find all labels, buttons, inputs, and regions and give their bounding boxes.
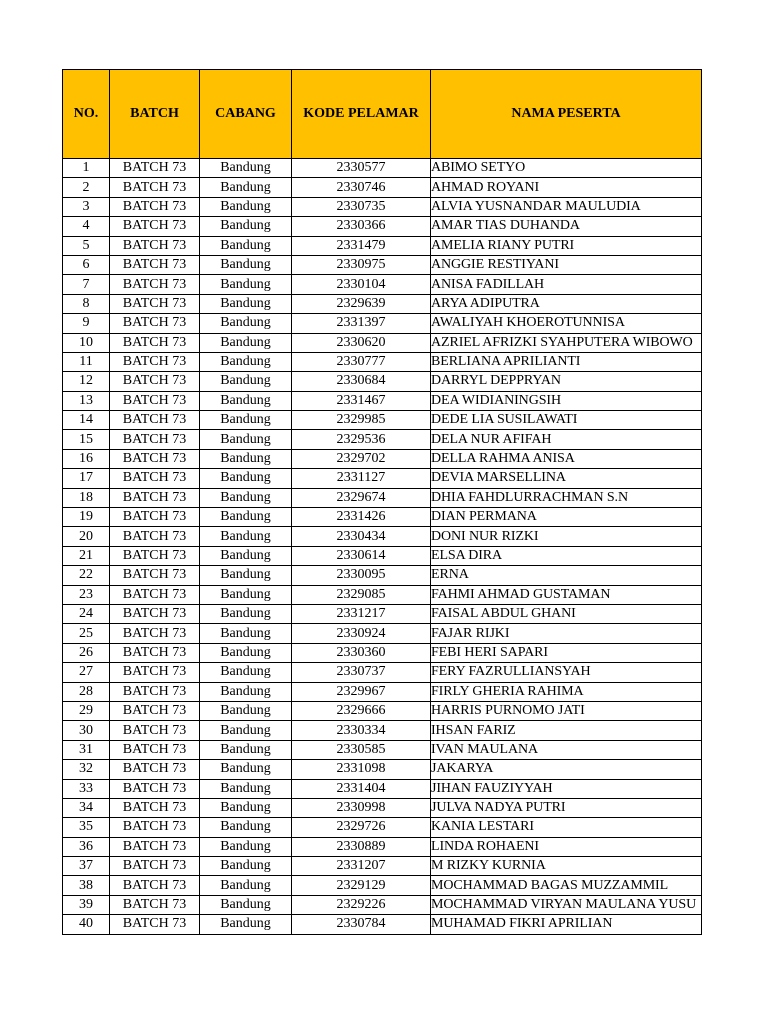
table-row <box>63 275 702 294</box>
cell-batch: BATCH 73 <box>110 663 200 682</box>
cell-nama-peserta: FAISAL ABDUL GHANI <box>431 604 702 623</box>
cell-cabang: Bandung <box>200 915 292 934</box>
cell-no: 26 <box>63 643 110 662</box>
cell-nama-peserta: DEA WIDIANINGSIH <box>431 391 702 410</box>
table-row <box>63 197 702 216</box>
table-row <box>63 624 702 643</box>
table-header <box>63 70 702 159</box>
cell-batch: BATCH 73 <box>110 314 200 333</box>
cell-kode-pelamar: 2331217 <box>292 604 431 623</box>
cell-no: 36 <box>63 837 110 856</box>
cell-nama-peserta: MOCHAMMAD BAGAS MUZZAMMIL <box>431 876 702 895</box>
cell-no: 2 <box>63 178 110 197</box>
cell-cabang: Bandung <box>200 837 292 856</box>
table-row <box>63 701 702 720</box>
cell-nama-peserta: M RIZKY KURNIA <box>431 857 702 876</box>
table-row <box>63 333 702 352</box>
cell-kode-pelamar: 2330095 <box>292 566 431 585</box>
cell-batch: BATCH 73 <box>110 527 200 546</box>
cell-no: 37 <box>63 857 110 876</box>
cell-nama-peserta: AMELIA RIANY PUTRI <box>431 236 702 255</box>
cell-kode-pelamar: 2331404 <box>292 779 431 798</box>
cell-no: 28 <box>63 682 110 701</box>
cell-cabang: Bandung <box>200 197 292 216</box>
cell-no: 15 <box>63 430 110 449</box>
cell-kode-pelamar: 2329639 <box>292 294 431 313</box>
table-row <box>63 508 702 527</box>
cell-batch: BATCH 73 <box>110 352 200 371</box>
cell-no: 30 <box>63 721 110 740</box>
cell-cabang: Bandung <box>200 411 292 430</box>
header-cabang: CABANG <box>200 70 292 159</box>
cell-kode-pelamar: 2330735 <box>292 197 431 216</box>
cell-no: 21 <box>63 546 110 565</box>
cell-batch: BATCH 73 <box>110 585 200 604</box>
cell-kode-pelamar: 2330889 <box>292 837 431 856</box>
cell-no: 24 <box>63 604 110 623</box>
cell-nama-peserta: FIRLY GHERIA RAHIMA <box>431 682 702 701</box>
cell-cabang: Bandung <box>200 508 292 527</box>
cell-batch: BATCH 73 <box>110 236 200 255</box>
cell-kode-pelamar: 2331479 <box>292 236 431 255</box>
table-row <box>63 837 702 856</box>
cell-nama-peserta: DHIA FAHDLURRACHMAN S.N <box>431 488 702 507</box>
cell-batch: BATCH 73 <box>110 488 200 507</box>
cell-batch: BATCH 73 <box>110 275 200 294</box>
cell-batch: BATCH 73 <box>110 372 200 391</box>
cell-kode-pelamar: 2330434 <box>292 527 431 546</box>
cell-no: 39 <box>63 895 110 914</box>
table-row <box>63 449 702 468</box>
table-row <box>63 527 702 546</box>
cell-cabang: Bandung <box>200 798 292 817</box>
cell-kode-pelamar: 2330614 <box>292 546 431 565</box>
cell-no: 34 <box>63 798 110 817</box>
cell-kode-pelamar: 2329536 <box>292 430 431 449</box>
cell-cabang: Bandung <box>200 314 292 333</box>
cell-batch: BATCH 73 <box>110 857 200 876</box>
table-row <box>63 915 702 934</box>
cell-nama-peserta: DIAN PERMANA <box>431 508 702 527</box>
cell-no: 16 <box>63 449 110 468</box>
cell-cabang: Bandung <box>200 449 292 468</box>
cell-no: 5 <box>63 236 110 255</box>
cell-nama-peserta: BERLIANA APRILIANTI <box>431 352 702 371</box>
cell-cabang: Bandung <box>200 876 292 895</box>
table-row <box>63 566 702 585</box>
cell-kode-pelamar: 2331426 <box>292 508 431 527</box>
cell-kode-pelamar: 2329674 <box>292 488 431 507</box>
cell-kode-pelamar: 2331098 <box>292 760 431 779</box>
cell-kode-pelamar: 2330777 <box>292 352 431 371</box>
cell-nama-peserta: AWALIYAH KHOEROTUNNISA <box>431 314 702 333</box>
header-nama-peserta: NAMA PESERTA <box>431 70 702 159</box>
cell-no: 14 <box>63 411 110 430</box>
cell-nama-peserta: MOCHAMMAD VIRYAN MAULANA YUSU <box>431 895 702 914</box>
cell-kode-pelamar: 2330577 <box>292 159 431 178</box>
cell-nama-peserta: DELA NUR AFIFAH <box>431 430 702 449</box>
cell-nama-peserta: ARYA ADIPUTRA <box>431 294 702 313</box>
cell-kode-pelamar: 2329985 <box>292 411 431 430</box>
cell-kode-pelamar: 2331397 <box>292 314 431 333</box>
cell-kode-pelamar: 2331207 <box>292 857 431 876</box>
cell-cabang: Bandung <box>200 682 292 701</box>
cell-cabang: Bandung <box>200 372 292 391</box>
cell-batch: BATCH 73 <box>110 333 200 352</box>
cell-nama-peserta: FAHMI AHMAD GUSTAMAN <box>431 585 702 604</box>
cell-nama-peserta: ELSA DIRA <box>431 546 702 565</box>
cell-cabang: Bandung <box>200 740 292 759</box>
cell-cabang: Bandung <box>200 488 292 507</box>
cell-no: 32 <box>63 760 110 779</box>
cell-kode-pelamar: 2330924 <box>292 624 431 643</box>
cell-batch: BATCH 73 <box>110 508 200 527</box>
table-row <box>63 488 702 507</box>
cell-nama-peserta: ANGGIE RESTIYANI <box>431 255 702 274</box>
cell-batch: BATCH 73 <box>110 430 200 449</box>
cell-kode-pelamar: 2330684 <box>292 372 431 391</box>
cell-nama-peserta: ERNA <box>431 566 702 585</box>
cell-cabang: Bandung <box>200 857 292 876</box>
table-row <box>63 469 702 488</box>
table-row <box>63 876 702 895</box>
cell-kode-pelamar: 2329129 <box>292 876 431 895</box>
table-row <box>63 682 702 701</box>
cell-nama-peserta: LINDA ROHAENI <box>431 837 702 856</box>
table-row <box>63 740 702 759</box>
cell-nama-peserta: AZRIEL AFRIZKI SYAHPUTERA WIBOWO <box>431 333 702 352</box>
cell-no: 31 <box>63 740 110 759</box>
cell-batch: BATCH 73 <box>110 721 200 740</box>
cell-cabang: Bandung <box>200 255 292 274</box>
cell-kode-pelamar: 2331467 <box>292 391 431 410</box>
cell-cabang: Bandung <box>200 391 292 410</box>
table-row <box>63 857 702 876</box>
cell-kode-pelamar: 2331127 <box>292 469 431 488</box>
table-row <box>63 760 702 779</box>
cell-nama-peserta: JAKARYA <box>431 760 702 779</box>
cell-kode-pelamar: 2330366 <box>292 217 431 236</box>
cell-batch: BATCH 73 <box>110 159 200 178</box>
cell-nama-peserta: DELLA RAHMA ANISA <box>431 449 702 468</box>
cell-cabang: Bandung <box>200 760 292 779</box>
cell-no: 27 <box>63 663 110 682</box>
cell-kode-pelamar: 2330334 <box>292 721 431 740</box>
cell-cabang: Bandung <box>200 430 292 449</box>
cell-batch: BATCH 73 <box>110 411 200 430</box>
cell-no: 33 <box>63 779 110 798</box>
cell-nama-peserta: KANIA LESTARI <box>431 818 702 837</box>
cell-nama-peserta: DEDE LIA SUSILAWATI <box>431 411 702 430</box>
cell-batch: BATCH 73 <box>110 197 200 216</box>
cell-batch: BATCH 73 <box>110 566 200 585</box>
cell-nama-peserta: IVAN MAULANA <box>431 740 702 759</box>
cell-batch: BATCH 73 <box>110 294 200 313</box>
cell-batch: BATCH 73 <box>110 837 200 856</box>
table-row <box>63 352 702 371</box>
cell-cabang: Bandung <box>200 352 292 371</box>
header-row <box>63 70 702 159</box>
cell-batch: BATCH 73 <box>110 895 200 914</box>
table-row <box>63 643 702 662</box>
header-kode-pelamar: KODE PELAMAR <box>292 70 431 159</box>
cell-no: 10 <box>63 333 110 352</box>
cell-batch: BATCH 73 <box>110 779 200 798</box>
cell-no: 40 <box>63 915 110 934</box>
cell-batch: BATCH 73 <box>110 740 200 759</box>
cell-nama-peserta: JIHAN FAUZIYYAH <box>431 779 702 798</box>
cell-cabang: Bandung <box>200 294 292 313</box>
cell-batch: BATCH 73 <box>110 546 200 565</box>
cell-no: 6 <box>63 255 110 274</box>
cell-no: 9 <box>63 314 110 333</box>
table-row <box>63 798 702 817</box>
cell-kode-pelamar: 2330998 <box>292 798 431 817</box>
cell-kode-pelamar: 2330585 <box>292 740 431 759</box>
cell-cabang: Bandung <box>200 159 292 178</box>
cell-nama-peserta: MUHAMAD FIKRI APRILIAN <box>431 915 702 934</box>
cell-batch: BATCH 73 <box>110 915 200 934</box>
cell-no: 4 <box>63 217 110 236</box>
cell-batch: BATCH 73 <box>110 604 200 623</box>
cell-kode-pelamar: 2330746 <box>292 178 431 197</box>
cell-no: 35 <box>63 818 110 837</box>
table-row <box>63 585 702 604</box>
cell-cabang: Bandung <box>200 333 292 352</box>
cell-cabang: Bandung <box>200 624 292 643</box>
cell-batch: BATCH 73 <box>110 624 200 643</box>
cell-cabang: Bandung <box>200 721 292 740</box>
cell-batch: BATCH 73 <box>110 255 200 274</box>
cell-batch: BATCH 73 <box>110 469 200 488</box>
table-row <box>63 178 702 197</box>
cell-cabang: Bandung <box>200 895 292 914</box>
table-row <box>63 604 702 623</box>
cell-nama-peserta: ALVIA YUSNANDAR MAULUDIA <box>431 197 702 216</box>
cell-nama-peserta: DEVIA MARSELLINA <box>431 469 702 488</box>
cell-batch: BATCH 73 <box>110 701 200 720</box>
cell-kode-pelamar: 2330620 <box>292 333 431 352</box>
cell-cabang: Bandung <box>200 701 292 720</box>
cell-no: 25 <box>63 624 110 643</box>
cell-cabang: Bandung <box>200 469 292 488</box>
table-row <box>63 236 702 255</box>
cell-cabang: Bandung <box>200 663 292 682</box>
cell-no: 38 <box>63 876 110 895</box>
cell-batch: BATCH 73 <box>110 760 200 779</box>
cell-kode-pelamar: 2329226 <box>292 895 431 914</box>
cell-no: 29 <box>63 701 110 720</box>
table-row <box>63 779 702 798</box>
cell-nama-peserta: ANISA FADILLAH <box>431 275 702 294</box>
cell-no: 19 <box>63 508 110 527</box>
cell-cabang: Bandung <box>200 585 292 604</box>
cell-nama-peserta: DONI NUR RIZKI <box>431 527 702 546</box>
cell-no: 11 <box>63 352 110 371</box>
participants-table <box>62 69 702 935</box>
cell-cabang: Bandung <box>200 818 292 837</box>
table-row <box>63 721 702 740</box>
table-row <box>63 159 702 178</box>
cell-kode-pelamar: 2329666 <box>292 701 431 720</box>
table-row <box>63 217 702 236</box>
cell-cabang: Bandung <box>200 236 292 255</box>
cell-cabang: Bandung <box>200 643 292 662</box>
cell-cabang: Bandung <box>200 275 292 294</box>
cell-no: 8 <box>63 294 110 313</box>
cell-batch: BATCH 73 <box>110 391 200 410</box>
cell-kode-pelamar: 2329702 <box>292 449 431 468</box>
cell-no: 7 <box>63 275 110 294</box>
cell-batch: BATCH 73 <box>110 682 200 701</box>
cell-nama-peserta: DARRYL DEPPRYAN <box>431 372 702 391</box>
cell-kode-pelamar: 2330360 <box>292 643 431 662</box>
table-row <box>63 895 702 914</box>
cell-batch: BATCH 73 <box>110 876 200 895</box>
cell-nama-peserta: AHMAD ROYANI <box>431 178 702 197</box>
cell-nama-peserta: FERY FAZRULLIANSYAH <box>431 663 702 682</box>
cell-nama-peserta: FEBI HERI SAPARI <box>431 643 702 662</box>
cell-no: 13 <box>63 391 110 410</box>
cell-kode-pelamar: 2330104 <box>292 275 431 294</box>
cell-batch: BATCH 73 <box>110 178 200 197</box>
table-row <box>63 294 702 313</box>
cell-nama-peserta: IHSAN FARIZ <box>431 721 702 740</box>
table-row <box>63 818 702 837</box>
cell-batch: BATCH 73 <box>110 217 200 236</box>
cell-kode-pelamar: 2329085 <box>292 585 431 604</box>
cell-kode-pelamar: 2329726 <box>292 818 431 837</box>
cell-cabang: Bandung <box>200 566 292 585</box>
cell-no: 17 <box>63 469 110 488</box>
cell-no: 12 <box>63 372 110 391</box>
table-body <box>63 159 702 935</box>
header-batch: BATCH <box>110 70 200 159</box>
cell-no: 18 <box>63 488 110 507</box>
cell-no: 3 <box>63 197 110 216</box>
table-row <box>63 255 702 274</box>
cell-no: 22 <box>63 566 110 585</box>
table-row <box>63 411 702 430</box>
cell-cabang: Bandung <box>200 779 292 798</box>
cell-kode-pelamar: 2330737 <box>292 663 431 682</box>
cell-batch: BATCH 73 <box>110 818 200 837</box>
cell-nama-peserta: AMAR TIAS DUHANDA <box>431 217 702 236</box>
cell-no: 23 <box>63 585 110 604</box>
table-row <box>63 314 702 333</box>
cell-cabang: Bandung <box>200 604 292 623</box>
table-row <box>63 430 702 449</box>
table-row <box>63 546 702 565</box>
table-row <box>63 372 702 391</box>
header-no: NO. <box>63 70 110 159</box>
cell-cabang: Bandung <box>200 546 292 565</box>
cell-nama-peserta: HARRIS PURNOMO JATI <box>431 701 702 720</box>
table-row <box>63 663 702 682</box>
cell-nama-peserta: ABIMO SETYO <box>431 159 702 178</box>
cell-cabang: Bandung <box>200 178 292 197</box>
cell-no: 1 <box>63 159 110 178</box>
cell-batch: BATCH 73 <box>110 449 200 468</box>
cell-cabang: Bandung <box>200 527 292 546</box>
cell-cabang: Bandung <box>200 217 292 236</box>
table-row <box>63 391 702 410</box>
cell-kode-pelamar: 2330784 <box>292 915 431 934</box>
cell-batch: BATCH 73 <box>110 643 200 662</box>
cell-kode-pelamar: 2329967 <box>292 682 431 701</box>
cell-nama-peserta: FAJAR RIJKI <box>431 624 702 643</box>
cell-nama-peserta: JULVA NADYA PUTRI <box>431 798 702 817</box>
cell-no: 20 <box>63 527 110 546</box>
cell-batch: BATCH 73 <box>110 798 200 817</box>
cell-kode-pelamar: 2330975 <box>292 255 431 274</box>
